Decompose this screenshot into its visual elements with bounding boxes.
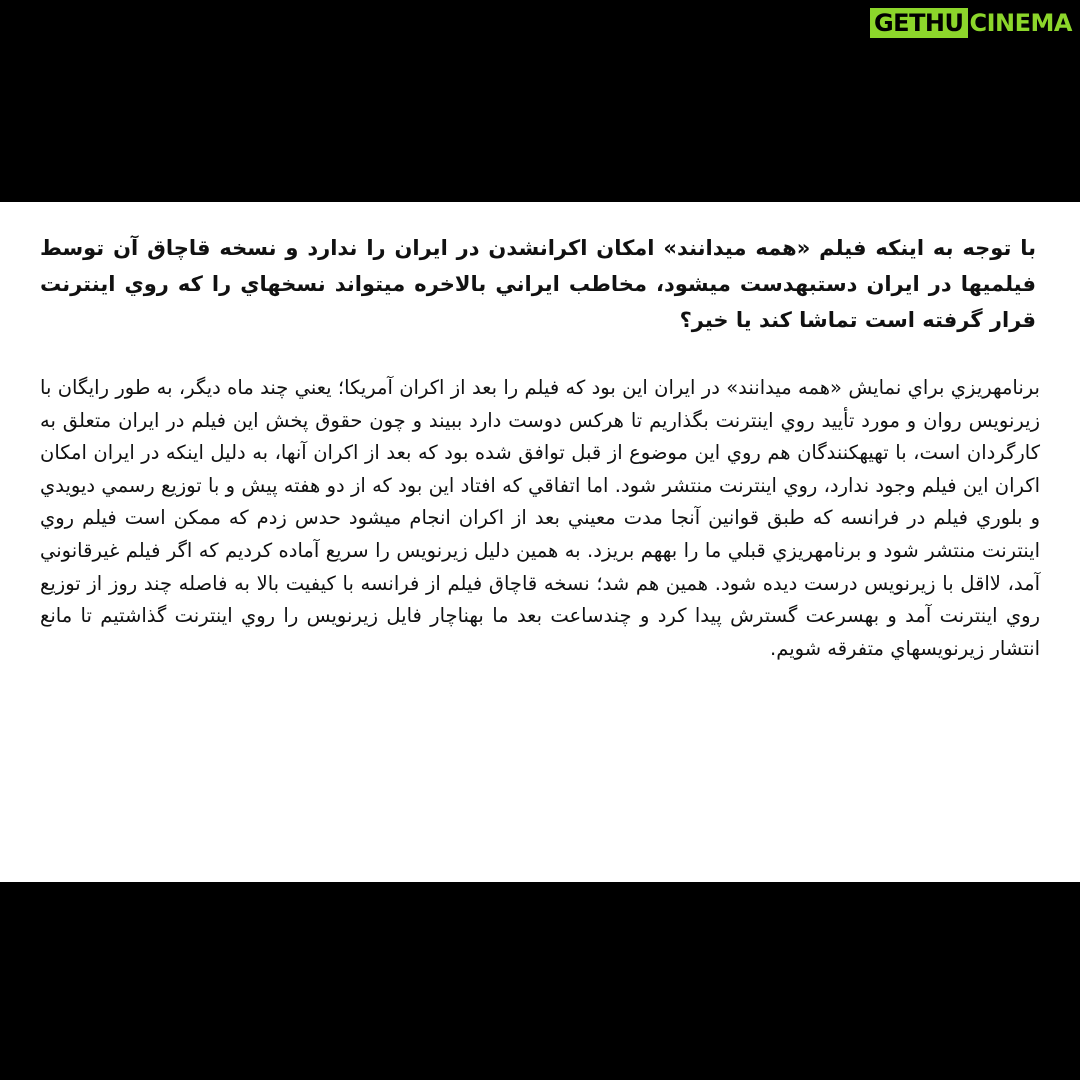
watermark-part1: GETHU bbox=[870, 8, 968, 38]
watermark-part2: CINEMA bbox=[969, 9, 1072, 37]
article-clipping bbox=[0, 202, 1080, 882]
watermark-logo bbox=[870, 6, 1072, 40]
interview-question: با توجه به اینکه فیلم «همه ميدانند» امکان اکرانشدن در ایران را ندارد و نسخه قاچاق آن توسط فیلميها در ایران دستبهدست ميشود، مخاطب ایراني بالاخره ميتواند نسخهاي را که روي اینترنت قرار گرفته است تماشا کند یا خیر؟ bbox=[40, 236, 1036, 332]
interview-answer: برنامهریزي براي نمایش «همه ميدانند» در ایران این بود که فیلم را بعد از اکران آمریکا؛ یعني چند ماه دیگر، به طور رایگان با زیرنویس روان و مورد تأیید روي اینترنت بگذاریم تا هرکس دوست دارد ببیند و چون حقوق پخش این فیلم در ایران متعلق به کارگردان است، با تهیهکنندگان هم روي این موضوع از قبل توافق شده بود که بعد از اکران آنها، به دلیل اینکه در ایران امکان اکران این فیلم وجود ندارد، روي اینترنت منتشر شود. اما اتفاقي که افتاد این بود که از دو هفته پیش و با توزیع رسمي ديويدي و بلوري فیلم در فرانسه که طبق قوانین آنجا مدت معیني بعد از اکران انجام ميشود حدس زدم که ممکن است فیلم روي اینترنت منتشر شود و برنامهریزي قبلي ما را بههم بریزد. به همین دلیل زیرنویس را سریع آماده کردیم که اگر فیلم غیرقانوني آمد، لااقل با زیرنویس درست دیده شود. همین هم شد؛ نسخه قاچاق فیلم از فرانسه با کیفیت بالا به فاصله چند روز از توزیع روي اینترنت آمد و بهسرعت گسترش پیدا کرد و چندساعت بعد ما بهناچار فایل زیرنویس را روي اینترنت گذاشتیم تا مانع انتشار زیرنویسهاي متفرقه شویم. bbox=[40, 376, 1040, 660]
